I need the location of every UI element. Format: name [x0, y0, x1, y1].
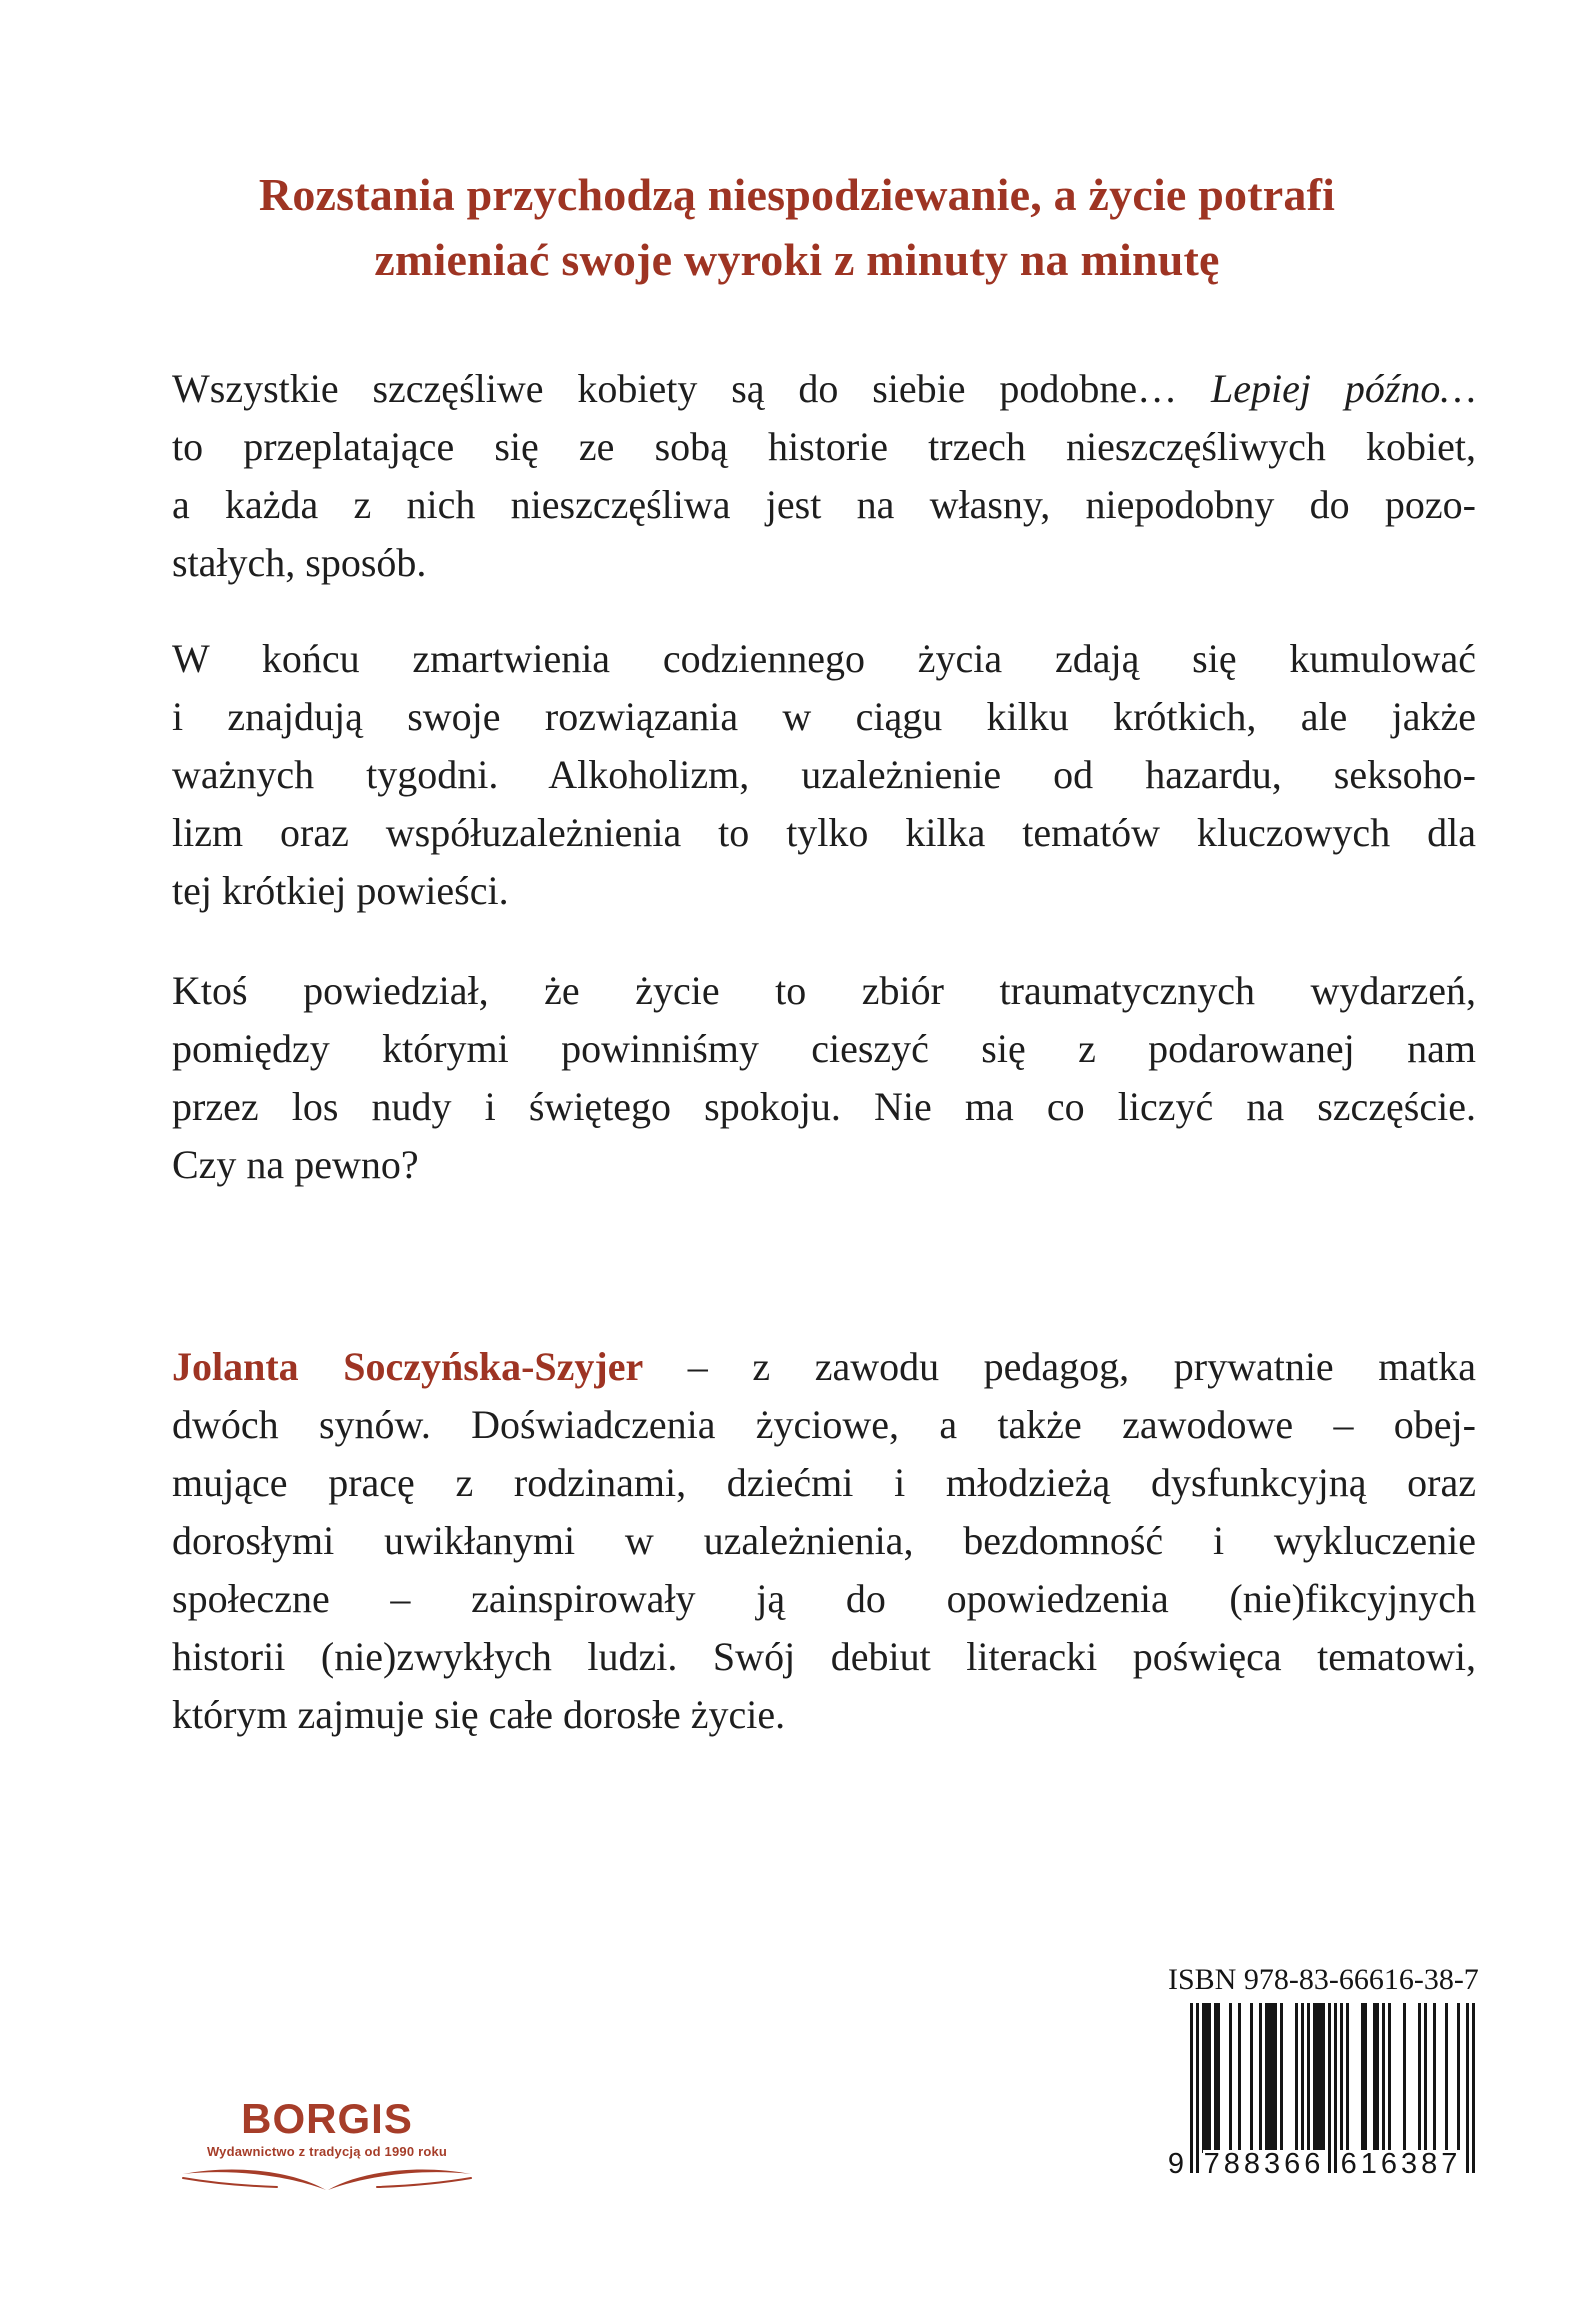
barcode-digit-lead: 9 — [1167, 2148, 1185, 2180]
text-line — [172, 360, 1476, 418]
headline-line-1: Rozstania przychodzą niespodziewanie, a życie potrafi — [258, 169, 1336, 220]
publisher-name: BORGIS — [241, 2095, 413, 2142]
barcode-digit-group-1: 788366 — [1203, 2148, 1325, 2180]
text-line: dwóch synów. Doświadczenia życiowe, a także zawodowe – obej- — [172, 1402, 1476, 1447]
text-segment: – z zawodu pedagog, prywatnie matka — [687, 1344, 1476, 1389]
text-line: pomiędzy którymi powinniśmy cieszyć się z podarowanej nam — [172, 1026, 1476, 1071]
text-line: stałych, sposób. — [172, 540, 427, 585]
publisher-tagline: Wydawnictwo z tradycją od 1990 roku — [206, 2144, 448, 2159]
synopsis-paragraph-2 — [172, 630, 1476, 920]
text-line: społeczne – zainspirowały ją do opowiedzenia (nie)fikcyjnych — [172, 1576, 1476, 1621]
text-line: to przeplatające się ze sobą historie trzech nieszczęśliwych kobiet, — [172, 424, 1476, 469]
isbn-label: ISBN 978-83-66616-38-7 — [1168, 1963, 1479, 1996]
text-line: tej krótkiej powieści. — [172, 868, 509, 913]
headline — [0, 162, 1594, 292]
text-line: historii (nie)zwykłych ludzi. Swój debiut literacki poświęca tematowi, — [172, 1634, 1476, 1679]
text-line: dorosłymi uwikłanymi w uzależnienia, bezdomność i wykluczenie — [172, 1518, 1476, 1563]
text-line: ważnych tygodni. Alkoholizm, uzależnienie od hazardu, seksoho- — [172, 752, 1476, 797]
text-line: którym zajmuje się całe dorosłe życie. — [172, 1692, 786, 1737]
text-line: mujące pracę z rodzinami, dziećmi i młodzieżą dysfunkcyjną oraz — [172, 1460, 1476, 1505]
open-book-icon — [177, 2163, 477, 2193]
text-line: Ktoś powiedział, że życie to zbiór traumatycznych wydarzeń, — [172, 968, 1476, 1013]
synopsis-paragraph-1 — [172, 360, 1476, 592]
text-line: i znajdują swoje rozwiązania w ciągu kilku krótkich, ale jakże — [172, 694, 1476, 739]
text-line: W końcu zmartwienia codziennego życia zdają się kumulować — [172, 636, 1476, 681]
barcode — [1167, 2003, 1475, 2180]
barcode-digit-group-2: 616387 — [1340, 2148, 1462, 2180]
book-title-reference: Lepiej późno… — [1211, 366, 1476, 411]
headline-line-2: zmieniać swoje wyroki z minuty na minutę — [374, 234, 1220, 285]
text-segment: Wszystkie szczęśliwe kobiety są do siebie podobne… — [172, 366, 1178, 411]
text-line: a każda z nich nieszczęśliwa jest na własny, niepodobny do pozo- — [172, 482, 1476, 527]
text-line — [172, 1338, 1476, 1396]
text-line: przez los nudy i świętego spokoju. Nie ma co liczyć na szczęście. — [172, 1084, 1476, 1129]
author-bio — [172, 1338, 1476, 1744]
text-line: Czy na pewno? — [172, 1142, 419, 1187]
author-name: Jolanta Soczyńska-Szyjer — [172, 1344, 644, 1389]
synopsis-paragraph-3 — [172, 962, 1476, 1194]
publisher-logo — [167, 2095, 487, 2198]
text-line: lizm oraz współuzależnienia to tylko kilka tematów kluczowych dla — [172, 810, 1476, 855]
